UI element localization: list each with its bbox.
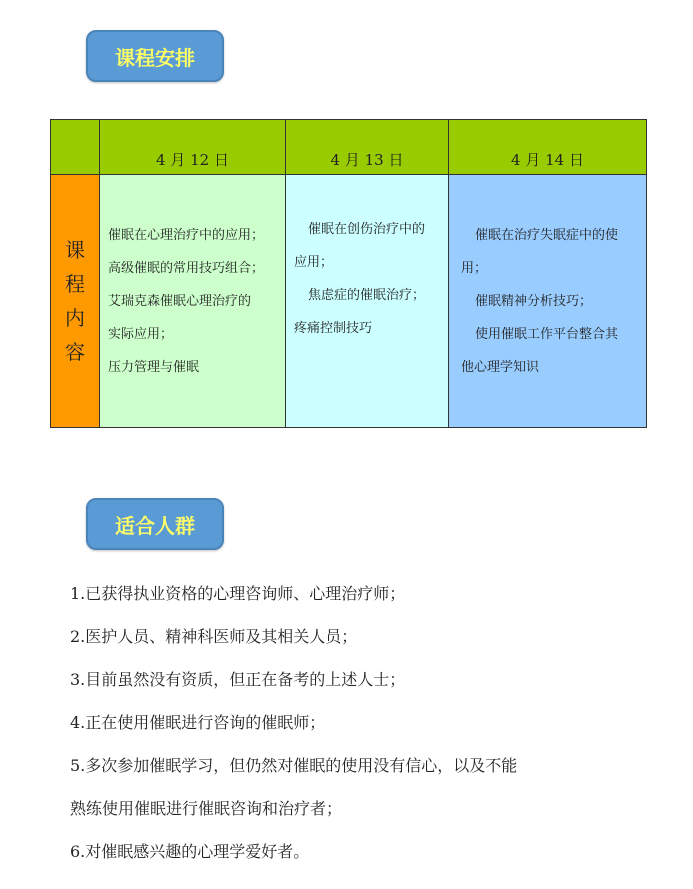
header-date-3: 4 月 14 日 — [449, 120, 647, 175]
day2-line: 疼痛控制技巧 — [294, 321, 373, 336]
day1-line: 催眠在心理治疗中的应用； — [108, 227, 265, 243]
section-title-schedule: 课程安排 — [115, 45, 195, 70]
audience-item: 1.已获得执业资格的心理咨询师、心理治疗师； — [70, 584, 406, 603]
day3-content-cell — [449, 175, 647, 428]
audience-item: 4.正在使用催眠进行咨询的催眠师； — [70, 713, 326, 732]
section-badge-audience — [86, 498, 224, 550]
day3-line: 他心理学知识 — [461, 359, 540, 375]
day1-line: 高级催眠的常用技巧组合； — [108, 260, 265, 276]
audience-item: 3.目前虽然没有资质，但正在备考的上述人士； — [70, 670, 406, 689]
day2-content-cell — [286, 175, 449, 428]
day3-line: 催眠在治疗失眠症中的使 — [475, 227, 619, 243]
audience-item: 5.多次参加催眠学习，但仍然对催眠的使用没有信心，以及不能 — [70, 756, 518, 775]
header-corner-cell — [51, 120, 100, 175]
day2-line: 焦虑症的催眠治疗； — [308, 288, 426, 303]
day3-line: 催眠精神分析技巧； — [475, 293, 593, 309]
schedule-content-row — [51, 175, 647, 428]
day3-line: 使用催眠工作平台整合其 — [475, 326, 619, 342]
day1-line: 艾瑞克森催眠心理治疗的 — [108, 293, 252, 309]
day2-line: 应用； — [294, 255, 334, 270]
schedule-header-row — [51, 120, 647, 175]
day2-line: 催眠在创伤治疗中的 — [308, 222, 426, 237]
audience-item: 2.医护人员、精神科医师及其相关人员； — [70, 627, 358, 646]
audience-item: 熟练使用催眠进行催眠咨询和治疗者； — [70, 799, 343, 818]
schedule-table — [50, 119, 647, 428]
day1-line: 实际应用； — [108, 326, 174, 342]
header-date-1: 4 月 12 日 — [100, 120, 286, 175]
audience-list — [70, 572, 650, 873]
row-label-course-content: 课 程 内 容 — [51, 175, 100, 428]
header-date-2: 4 月 13 日 — [286, 120, 449, 175]
day1-line: 压力管理与催眠 — [108, 359, 200, 375]
section-title-audience: 适合人群 — [115, 513, 195, 538]
section-badge-schedule — [86, 30, 224, 82]
day1-content-cell — [100, 175, 286, 428]
day3-line: 用； — [461, 260, 488, 276]
audience-item: 6.对催眠感兴趣的心理学爱好者。 — [70, 842, 310, 861]
